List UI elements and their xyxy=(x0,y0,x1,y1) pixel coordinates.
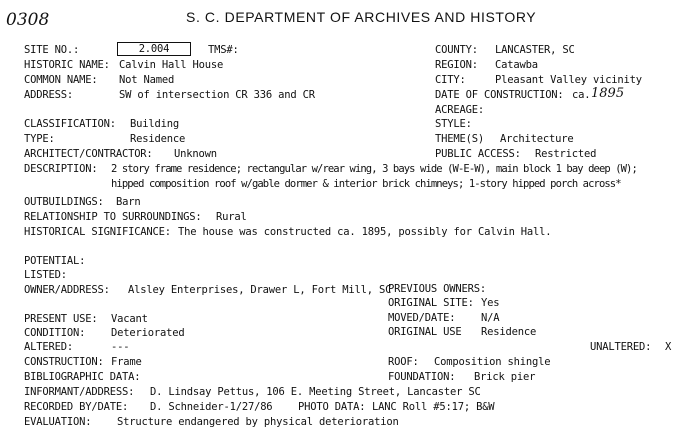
themes-value: Architecture xyxy=(500,133,574,145)
architect-value: Unknown xyxy=(174,148,217,160)
owner-value: Alsley Enterprises, Drawer L, Fort Mill, SC xyxy=(128,284,392,296)
previous-owners-label: PREVIOUS OWNERS: xyxy=(388,283,486,295)
foundation-label: FOUNDATION: xyxy=(388,371,456,383)
site-no-value-box: 2.004 xyxy=(117,42,191,56)
relationship-label: RELATIONSHIP TO SURROUNDINGS: xyxy=(24,211,202,223)
acreage-label: ACREAGE: xyxy=(435,104,484,116)
historic-name-value: Calvin Hall House xyxy=(119,59,224,71)
roof-value: Composition shingle xyxy=(434,356,551,368)
photo-data-value: LANC Roll #5:17; B&W xyxy=(372,401,495,413)
recorded-by-label: RECORDED BY/DATE: xyxy=(24,401,129,413)
listed-label: LISTED: xyxy=(24,269,67,281)
address-value: SW of intersection CR 336 and CR xyxy=(119,89,315,101)
county-value: LANCASTER, SC xyxy=(495,44,575,56)
original-use-label: ORIGINAL USE xyxy=(388,326,462,338)
region-label: REGION: xyxy=(435,59,478,71)
date-of-construction-prefix: ca. xyxy=(572,89,591,101)
public-access-value: Restricted xyxy=(535,148,597,160)
page-title: S. C. DEPARTMENT OF ARCHIVES AND HISTORY xyxy=(186,9,537,25)
historic-name-label: HISTORIC NAME: xyxy=(24,59,110,71)
relationship-value: Rural xyxy=(216,211,247,223)
city-label: CITY: xyxy=(435,74,466,86)
county-label: COUNTY: xyxy=(435,44,478,56)
condition-label: CONDITION: xyxy=(24,327,86,339)
description-line-1: 2 story frame residence; rectangular w/rear wing, 3 bays wide (W-E-W), main block 1 bay deep (W); xyxy=(111,163,637,175)
tms-label: TMS#: xyxy=(208,44,239,56)
original-use-value: Residence xyxy=(481,326,537,338)
address-label: ADDRESS: xyxy=(24,89,73,101)
handwritten-document-id: 0308 xyxy=(6,10,50,30)
owner-label: OWNER/ADDRESS: xyxy=(24,284,110,296)
outbuildings-value: Barn xyxy=(116,196,141,208)
informant-value: D. Lindsay Pettus, 106 E. Meeting Street, Lancaster SC xyxy=(150,386,481,398)
unaltered-label: UNALTERED: xyxy=(590,341,652,353)
construction-value: Frame xyxy=(111,356,142,368)
recorded-by-value: D. Schneider-1/27/86 xyxy=(150,401,273,413)
description-label: DESCRIPTION: xyxy=(24,163,98,175)
style-label: STYLE: xyxy=(435,118,472,130)
roof-label: ROOF: xyxy=(388,356,419,368)
common-name-label: COMMON NAME: xyxy=(24,74,98,86)
original-site-label: ORIGINAL SITE: xyxy=(388,297,474,309)
site-no-label: SITE NO.: xyxy=(24,44,80,56)
condition-value: Deteriorated xyxy=(111,327,185,339)
classification-value: Building xyxy=(130,118,179,130)
public-access-label: PUBLIC ACCESS: xyxy=(435,148,521,160)
foundation-value: Brick pier xyxy=(474,371,536,383)
present-use-label: PRESENT USE: xyxy=(24,313,98,325)
altered-value: --- xyxy=(111,341,130,353)
unaltered-value: X xyxy=(665,341,672,353)
present-use-value: Vacant xyxy=(111,313,148,325)
original-site-value: Yes xyxy=(481,297,500,309)
outbuildings-label: OUTBUILDINGS: xyxy=(24,196,104,208)
moved-date-label: MOVED/DATE: xyxy=(388,312,456,324)
region-value: Catawba xyxy=(495,59,538,71)
type-value: Residence xyxy=(130,133,186,145)
date-of-construction-year: 1895 xyxy=(591,86,625,101)
evaluation-value: Structure endangered by physical deterioration xyxy=(117,416,399,428)
classification-label: CLASSIFICATION: xyxy=(24,118,116,130)
photo-data-label: PHOTO DATA: xyxy=(298,401,366,413)
architect-label: ARCHITECT/CONTRACTOR: xyxy=(24,148,153,160)
evaluation-label: EVALUATION: xyxy=(24,416,92,428)
type-label: TYPE: xyxy=(24,133,55,145)
city-value: Pleasant Valley vicinity xyxy=(495,74,642,86)
common-name-value: Not Named xyxy=(119,74,175,86)
bibliographic-label: BIBLIOGRAPHIC DATA: xyxy=(24,371,141,383)
construction-label: CONSTRUCTION: xyxy=(24,356,104,368)
historical-significance-value: The house was constructed ca. 1895, possibly for Calvin Hall. xyxy=(178,226,552,238)
altered-label: ALTERED: xyxy=(24,341,73,353)
themes-label: THEME(S) xyxy=(435,133,484,145)
date-of-construction-label: DATE OF CONSTRUCTION: xyxy=(435,89,564,101)
historical-significance-label: HISTORICAL SIGNIFICANCE: xyxy=(24,226,171,238)
moved-date-value: N/A xyxy=(481,312,500,324)
potential-label: POTENTIAL: xyxy=(24,255,86,267)
description-line-2: hipped composition roof w/gable dormer & interior brick chimneys; 1-story hipped porch across* xyxy=(111,178,621,190)
informant-label: INFORMANT/ADDRESS: xyxy=(24,386,135,398)
